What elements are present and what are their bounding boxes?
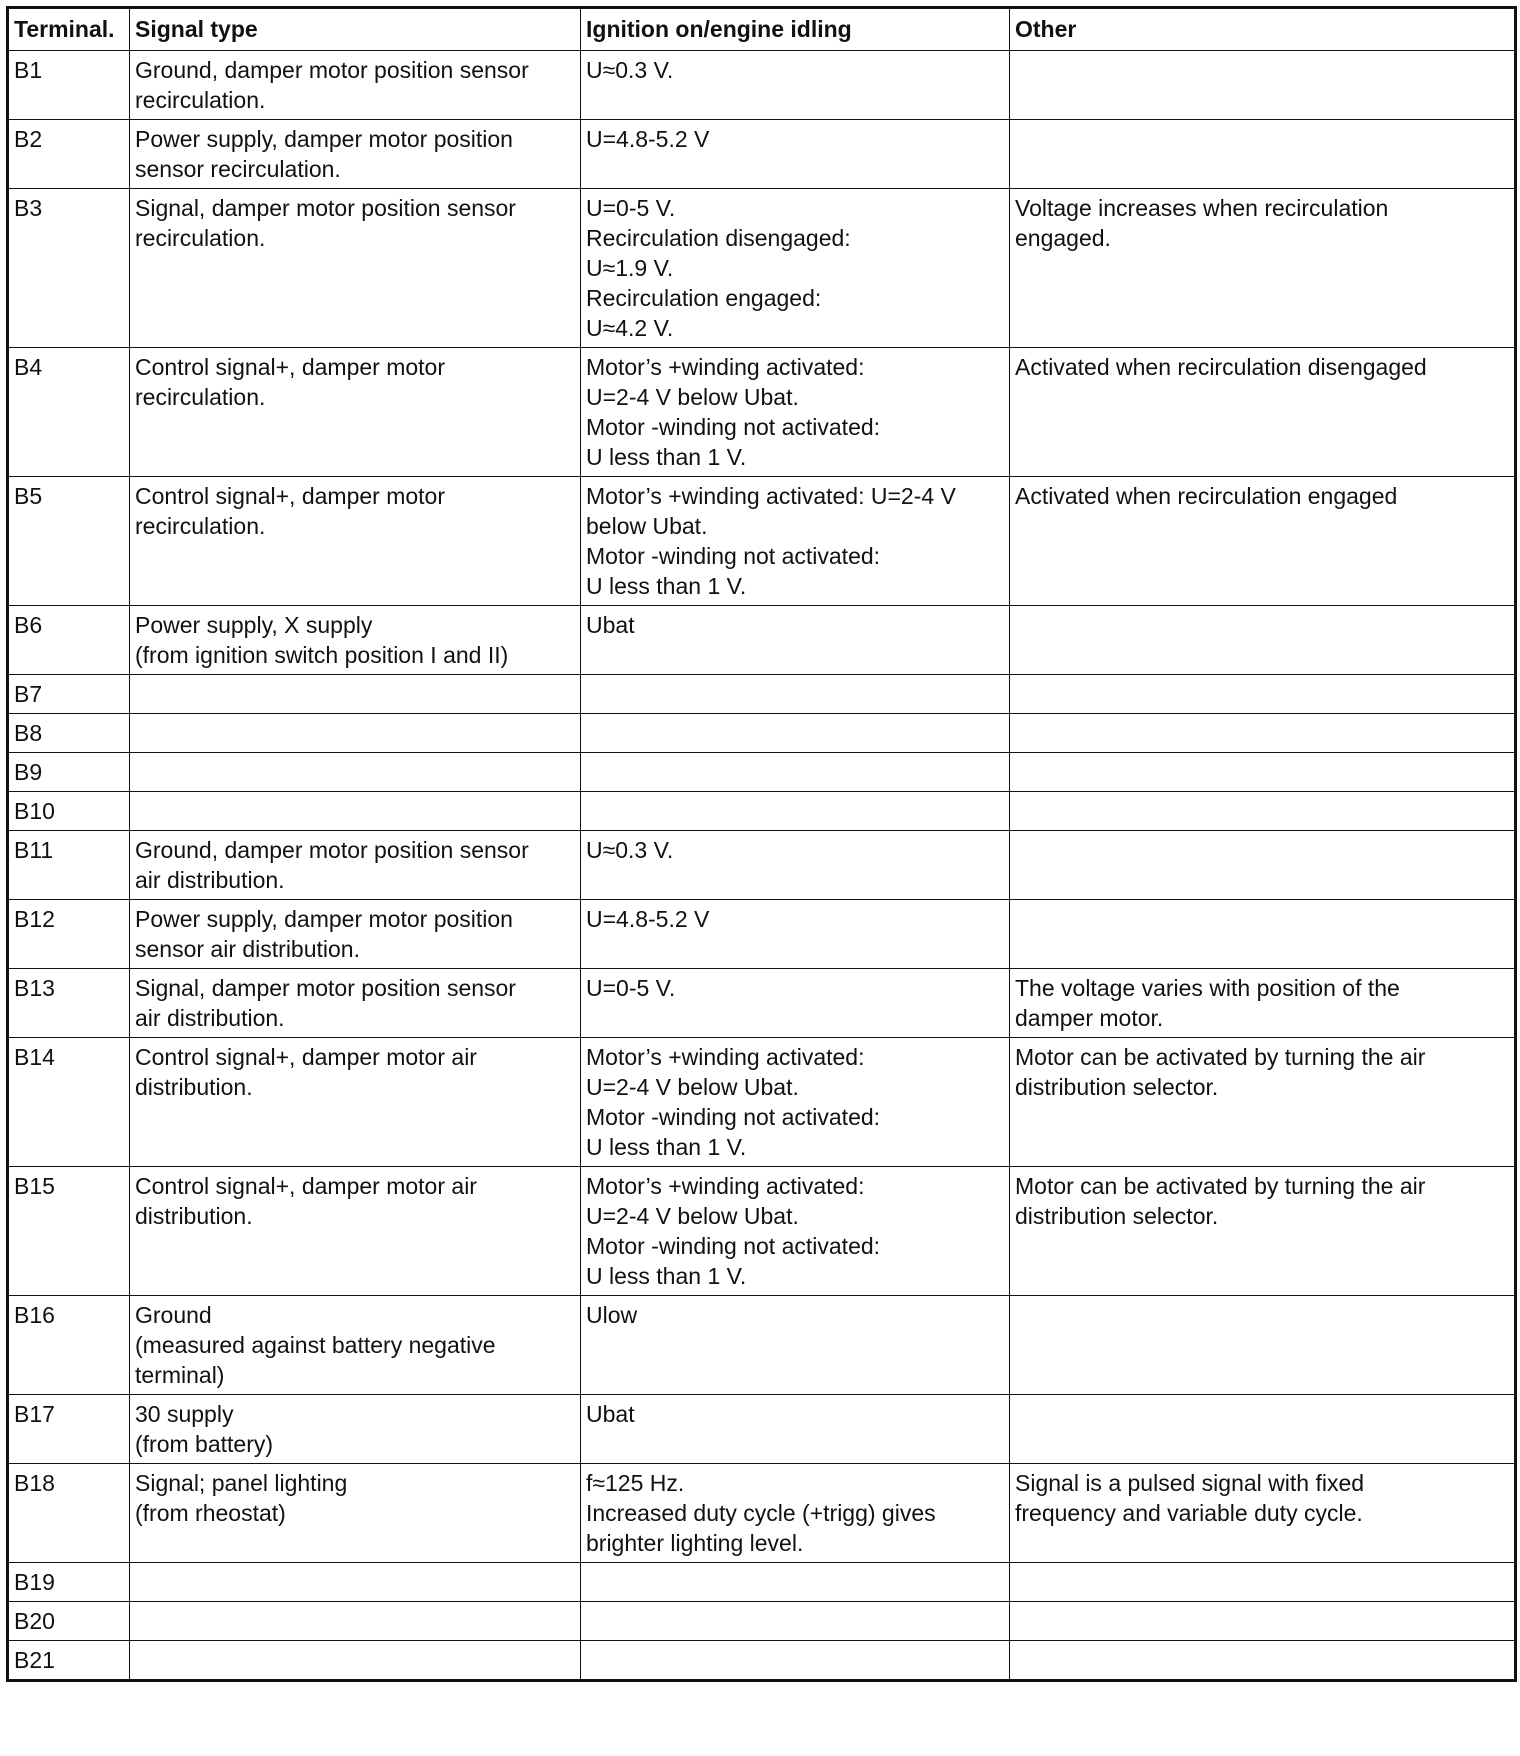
cell-ignition: Motor’s +winding activated: U=2-4 V below Ubat. Motor -winding not activated: U less than 1 V. — [581, 348, 1010, 477]
cell-terminal: B18 — [8, 1464, 130, 1563]
cell-ignition — [581, 1602, 1010, 1641]
table-row — [8, 477, 1516, 606]
cell-terminal: B19 — [8, 1563, 130, 1602]
cell-ignition — [581, 675, 1010, 714]
cell-signal-type: Ground (measured against battery negative terminal) — [130, 1296, 581, 1395]
cell-other — [1010, 51, 1516, 120]
header-other: Other — [1010, 8, 1516, 51]
cell-other: Activated when recirculation disengaged — [1010, 348, 1516, 477]
cell-terminal: B9 — [8, 753, 130, 792]
cell-signal-type: Signal; panel lighting (from rheostat) — [130, 1464, 581, 1563]
cell-terminal: B15 — [8, 1167, 130, 1296]
cell-ignition: Ulow — [581, 1296, 1010, 1395]
cell-ignition: f≈125 Hz. Increased duty cycle (+trigg) gives brighter lighting level. — [581, 1464, 1010, 1563]
table-header-row — [8, 8, 1516, 51]
cell-terminal: B6 — [8, 606, 130, 675]
cell-ignition — [581, 1641, 1010, 1681]
cell-signal-type: Ground, damper motor position sensor recirculation. — [130, 51, 581, 120]
cell-other: The voltage varies with position of the damper motor. — [1010, 969, 1516, 1038]
table-row — [8, 900, 1516, 969]
header-ignition: Ignition on/engine idling — [581, 8, 1010, 51]
cell-signal-type — [130, 1602, 581, 1641]
cell-other: Voltage increases when recirculation engaged. — [1010, 189, 1516, 348]
cell-other — [1010, 1296, 1516, 1395]
cell-terminal: B17 — [8, 1395, 130, 1464]
cell-signal-type: Control signal+, damper motor air distribution. — [130, 1038, 581, 1167]
cell-other: Signal is a pulsed signal with fixed frequency and variable duty cycle. — [1010, 1464, 1516, 1563]
terminal-signal-table — [6, 6, 1517, 1682]
cell-ignition: Ubat — [581, 606, 1010, 675]
cell-terminal: B20 — [8, 1602, 130, 1641]
cell-terminal: B5 — [8, 477, 130, 606]
cell-ignition: U≈0.3 V. — [581, 831, 1010, 900]
table-row — [8, 969, 1516, 1038]
cell-ignition — [581, 714, 1010, 753]
cell-signal-type: Power supply, damper motor position sensor recirculation. — [130, 120, 581, 189]
table-row — [8, 51, 1516, 120]
cell-other — [1010, 792, 1516, 831]
cell-ignition: Motor’s +winding activated: U=2-4 V below Ubat. Motor -winding not activated: U less than 1 V. — [581, 1167, 1010, 1296]
cell-signal-type: Power supply, damper motor position sensor air distribution. — [130, 900, 581, 969]
cell-other: Activated when recirculation engaged — [1010, 477, 1516, 606]
cell-ignition — [581, 1563, 1010, 1602]
cell-signal-type: Signal, damper motor position sensor recirculation. — [130, 189, 581, 348]
cell-ignition: U≈0.3 V. — [581, 51, 1010, 120]
cell-terminal: B2 — [8, 120, 130, 189]
cell-ignition: U=4.8-5.2 V — [581, 900, 1010, 969]
cell-other — [1010, 1395, 1516, 1464]
table-row — [8, 1641, 1516, 1681]
cell-ignition: Ubat — [581, 1395, 1010, 1464]
cell-ignition — [581, 792, 1010, 831]
cell-ignition: Motor’s +winding activated: U=2-4 V below Ubat. Motor -winding not activated: U less than 1 V. — [581, 477, 1010, 606]
table-row — [8, 189, 1516, 348]
table-row — [8, 1602, 1516, 1641]
cell-other — [1010, 606, 1516, 675]
cell-other — [1010, 831, 1516, 900]
table-row — [8, 1395, 1516, 1464]
table-row — [8, 714, 1516, 753]
cell-other — [1010, 1641, 1516, 1681]
header-terminal: Terminal. — [8, 8, 130, 51]
table-row — [8, 120, 1516, 189]
cell-signal-type — [130, 714, 581, 753]
cell-ignition: U=4.8-5.2 V — [581, 120, 1010, 189]
cell-ignition: U=0-5 V. — [581, 969, 1010, 1038]
table-row — [8, 1038, 1516, 1167]
cell-terminal: B3 — [8, 189, 130, 348]
cell-signal-type: Signal, damper motor position sensor air distribution. — [130, 969, 581, 1038]
table-row — [8, 1563, 1516, 1602]
cell-signal-type — [130, 675, 581, 714]
cell-other — [1010, 120, 1516, 189]
cell-signal-type: Power supply, X supply (from ignition switch position I and II) — [130, 606, 581, 675]
cell-terminal: B10 — [8, 792, 130, 831]
cell-terminal: B7 — [8, 675, 130, 714]
cell-terminal: B11 — [8, 831, 130, 900]
header-signal-type: Signal type — [130, 8, 581, 51]
cell-terminal: B21 — [8, 1641, 130, 1681]
terminal-table-container — [6, 6, 1514, 1682]
cell-terminal: B8 — [8, 714, 130, 753]
cell-signal-type — [130, 753, 581, 792]
cell-other — [1010, 714, 1516, 753]
table-row — [8, 792, 1516, 831]
table-body — [8, 51, 1516, 1681]
cell-signal-type — [130, 792, 581, 831]
cell-signal-type — [130, 1641, 581, 1681]
table-row — [8, 753, 1516, 792]
cell-terminal: B13 — [8, 969, 130, 1038]
cell-other — [1010, 900, 1516, 969]
cell-other — [1010, 1563, 1516, 1602]
cell-terminal: B1 — [8, 51, 130, 120]
table-row — [8, 1167, 1516, 1296]
cell-signal-type: Ground, damper motor position sensor air distribution. — [130, 831, 581, 900]
cell-other: Motor can be activated by turning the air distribution selector. — [1010, 1038, 1516, 1167]
table-row — [8, 606, 1516, 675]
table-row — [8, 831, 1516, 900]
cell-signal-type: Control signal+, damper motor recirculation. — [130, 348, 581, 477]
cell-ignition — [581, 753, 1010, 792]
cell-terminal: B14 — [8, 1038, 130, 1167]
cell-other — [1010, 753, 1516, 792]
cell-signal-type — [130, 1563, 581, 1602]
cell-ignition: Motor’s +winding activated: U=2-4 V below Ubat. Motor -winding not activated: U less than 1 V. — [581, 1038, 1010, 1167]
cell-other — [1010, 675, 1516, 714]
cell-terminal: B12 — [8, 900, 130, 969]
table-row — [8, 1296, 1516, 1395]
cell-signal-type: 30 supply (from battery) — [130, 1395, 581, 1464]
cell-other: Motor can be activated by turning the air distribution selector. — [1010, 1167, 1516, 1296]
cell-ignition: U=0-5 V. Recirculation disengaged: U≈1.9 V. Recirculation engaged: U≈4.2 V. — [581, 189, 1010, 348]
cell-signal-type: Control signal+, damper motor air distribution. — [130, 1167, 581, 1296]
cell-other — [1010, 1602, 1516, 1641]
cell-terminal: B16 — [8, 1296, 130, 1395]
cell-terminal: B4 — [8, 348, 130, 477]
table-row — [8, 675, 1516, 714]
table-row — [8, 348, 1516, 477]
table-row — [8, 1464, 1516, 1563]
cell-signal-type: Control signal+, damper motor recirculation. — [130, 477, 581, 606]
